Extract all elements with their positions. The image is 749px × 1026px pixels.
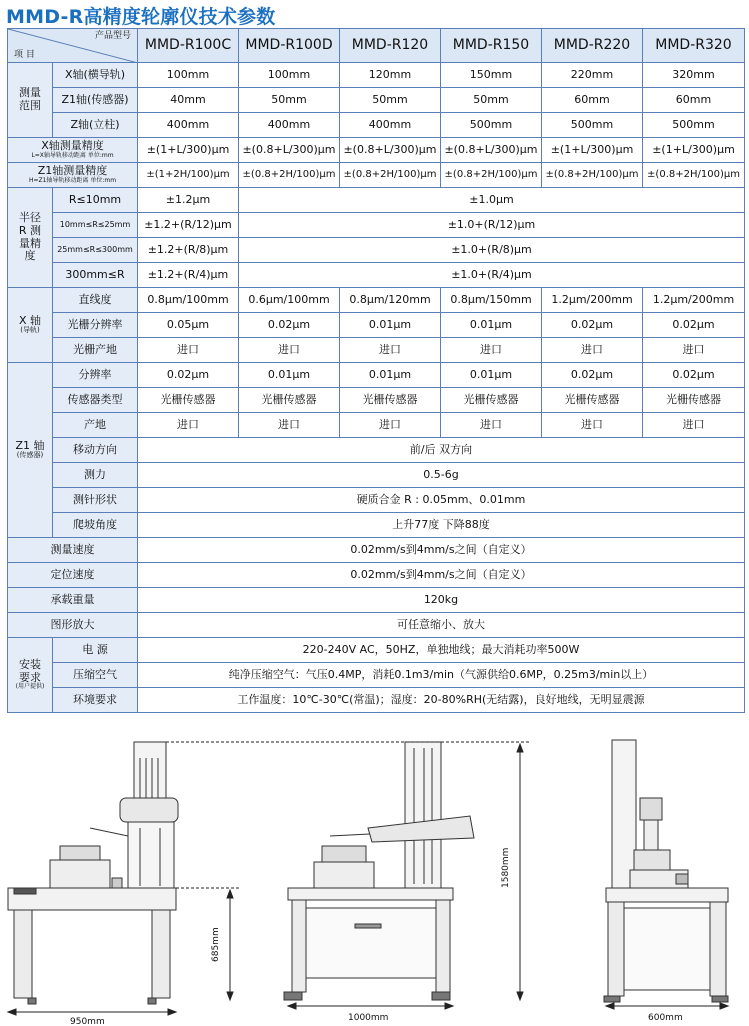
z1axis-note: (传感器) [16, 451, 44, 460]
cell: 500mm [441, 113, 542, 138]
cell: ±(0.8+L/300)μm [340, 138, 441, 163]
row-label: 分辨率 [53, 363, 138, 388]
row-label: 25mm≤R≤300mm [53, 238, 138, 263]
table-row [8, 638, 745, 663]
cell: ±(0.8+2H/100)μm [340, 163, 441, 188]
cell: 400mm [138, 113, 239, 138]
cell: 500mm [643, 113, 745, 138]
row-label: 压缩空气 [53, 663, 138, 688]
page-title: MMD-R高精度轮廓仪技术参数 [6, 6, 276, 28]
cell: 进口 [340, 338, 441, 363]
cell: 光栅传感器 [542, 388, 643, 413]
xaxis-note: (导轨) [20, 326, 40, 335]
cell: 硬质合金 R : 0.05mm、0.01mm [138, 488, 745, 513]
row-label: 环境要求 [53, 688, 138, 713]
cell: 100mm [138, 63, 239, 88]
table-row [8, 338, 745, 363]
cell: ±1.0+(R/8)μm [239, 238, 745, 263]
cell: ±1.0+(R/4)μm [239, 263, 745, 288]
side-view-drawing [604, 740, 728, 1002]
cell: 220mm [542, 63, 643, 88]
cell: ±(0.8+2H/100)μm [643, 163, 745, 188]
cell: 60mm [542, 88, 643, 113]
model-header: MMD-R100D [239, 29, 340, 63]
cell: 0.8μm/150mm [441, 288, 542, 313]
cell: 进口 [138, 413, 239, 438]
row-label: 定位速度 [8, 563, 138, 588]
xacc-label [8, 138, 138, 163]
cell: 120mm [340, 63, 441, 88]
cell: 100mm [239, 63, 340, 88]
cell: 可任意缩小、放大 [138, 613, 745, 638]
cell: 光栅传感器 [441, 388, 542, 413]
cell: ±(0.8+L/300)μm [239, 138, 340, 163]
table-row [8, 663, 745, 688]
cell: 进口 [542, 338, 643, 363]
model-header: MMD-R220 [542, 29, 643, 63]
cell: ±1.2+(R/4)μm [138, 263, 239, 288]
table-row [8, 438, 745, 463]
table-row [8, 413, 745, 438]
cell: ±1.2+(R/12)μm [138, 213, 239, 238]
item-label: 项 目 [14, 49, 35, 60]
row-label: Z轴(立柱) [53, 113, 138, 138]
table-row [8, 113, 745, 138]
dim-total-height: 1580mm [501, 847, 511, 888]
table-row [8, 188, 745, 213]
cell: 0.8μm/100mm [138, 288, 239, 313]
install-note: (用户提供) [15, 683, 45, 691]
cell: 光栅传感器 [138, 388, 239, 413]
cell: 0.01μm [441, 363, 542, 388]
cell: 400mm [340, 113, 441, 138]
row-label: 测针形状 [53, 488, 138, 513]
cell: ±1.2+(R/8)μm [138, 238, 239, 263]
dim-front-width: 950mm [70, 1017, 105, 1026]
cell: ±(1+2H/100)μm [138, 163, 239, 188]
row-label: 光栅分辨率 [53, 313, 138, 338]
cell: ±(0.8+2H/100)μm [239, 163, 340, 188]
z1acc-label [8, 163, 138, 188]
row-label: Z1轴(传感器) [53, 88, 138, 113]
cell: ±1.0μm [239, 188, 745, 213]
table-row [8, 388, 745, 413]
model-header: MMD-R320 [643, 29, 745, 63]
z1axis-title: Z1 轴 [15, 438, 45, 452]
dim-side-width: 1000mm [348, 1013, 389, 1023]
row-label: X轴(横导轨) [53, 63, 138, 88]
cell: 进口 [340, 413, 441, 438]
cell: 150mm [441, 63, 542, 88]
xaxis-title: X 轴 [18, 313, 42, 327]
cell: 上升77度 下降88度 [138, 513, 745, 538]
cell: 进口 [441, 413, 542, 438]
cell: 0.8μm/120mm [340, 288, 441, 313]
row-label: 300mm≤R [53, 263, 138, 288]
xacc-title: X轴测量精度 [41, 139, 104, 153]
table-row [8, 313, 745, 338]
model-header: MMD-R100C [138, 29, 239, 63]
table-row [8, 613, 745, 638]
row-label: 电 源 [53, 638, 138, 663]
group-range: 测量范围 [8, 63, 53, 138]
row-label: 光栅产地 [53, 338, 138, 363]
cell: 1.2μm/200mm [643, 288, 745, 313]
cell: 进口 [239, 413, 340, 438]
row-label: 测量速度 [8, 538, 138, 563]
row-label: 图形放大 [8, 613, 138, 638]
cell: 0.02μm [542, 313, 643, 338]
cell: 光栅传感器 [643, 388, 745, 413]
model-header: MMD-R150 [441, 29, 542, 63]
row-label: 传感器类型 [53, 388, 138, 413]
cell: 0.02μm [239, 313, 340, 338]
header-row [8, 29, 745, 63]
table-row [8, 88, 745, 113]
table-row [8, 363, 745, 388]
group-radius: 半径 R 测量精度 [8, 188, 53, 288]
cell: 光栅传感器 [239, 388, 340, 413]
middle-view-drawing [284, 742, 474, 1000]
cell: ±(1+L/300)μm [542, 138, 643, 163]
cell: 50mm [340, 88, 441, 113]
cell: 光栅传感器 [340, 388, 441, 413]
cell: 前/后 双方向 [138, 438, 745, 463]
row-label: 10mm≤R≤25mm [53, 213, 138, 238]
spec-table [7, 28, 745, 713]
table-row [8, 238, 745, 263]
group-z1axis [8, 363, 53, 538]
table-row [8, 138, 745, 163]
cell: ±(1+L/300)μm [643, 138, 745, 163]
cell: 400mm [239, 113, 340, 138]
row-label: 移动方向 [53, 438, 138, 463]
cell: 50mm [239, 88, 340, 113]
cell: 1.2μm/200mm [542, 288, 643, 313]
model-header: MMD-R120 [340, 29, 441, 63]
table-row [8, 63, 745, 88]
row-label: 承载重量 [8, 588, 138, 613]
cell: 进口 [643, 338, 745, 363]
cell: 进口 [643, 413, 745, 438]
machine-drawings [0, 728, 749, 1026]
cell: ±(1+L/300)μm [138, 138, 239, 163]
cell: 进口 [138, 338, 239, 363]
header-corner [8, 29, 138, 63]
table-row [8, 463, 745, 488]
product-model-label: 产品型号 [94, 31, 131, 41]
cell: 0.5-6g [138, 463, 745, 488]
cell: 0.01μm [340, 363, 441, 388]
cell: 进口 [441, 338, 542, 363]
cell: 120kg [138, 588, 745, 613]
cell: ±1.2μm [138, 188, 239, 213]
row-label: 测力 [53, 463, 138, 488]
dim-depth: 600mm [648, 1013, 683, 1023]
cell: 0.05μm [138, 313, 239, 338]
xacc-note: L=X轴导轨移动距离 单位:mm [31, 152, 114, 160]
cell: ±(0.8+2H/100)μm [542, 163, 643, 188]
cell: 0.02μm [643, 313, 745, 338]
cell: 纯净压缩空气：气压0.4MP，消耗0.1m3/min（气源供给0.6MP，0.25m3/min以上） [138, 663, 745, 688]
table-row [8, 538, 745, 563]
table-row [8, 213, 745, 238]
row-label: 产地 [53, 413, 138, 438]
row-label: 直线度 [53, 288, 138, 313]
cell: 0.02μm [138, 363, 239, 388]
cell: 0.01μm [441, 313, 542, 338]
table-row [8, 513, 745, 538]
cell: 320mm [643, 63, 745, 88]
cell: 进口 [239, 338, 340, 363]
z1acc-title: Z1轴测量精度 [37, 164, 108, 178]
group-xaxis [8, 288, 53, 363]
cell: 0.02mm/s到4mm/s之间（自定义） [138, 538, 745, 563]
group-install [8, 638, 53, 713]
front-view-drawing [8, 742, 178, 1004]
cell: 220-240V AC，50HZ，单独地线；最大消耗功率500W [138, 638, 745, 663]
cell: 0.02μm [542, 363, 643, 388]
cell: 0.01μm [340, 313, 441, 338]
cell: ±(0.8+2H/100)μm [441, 163, 542, 188]
table-row [8, 163, 745, 188]
cell: 0.02mm/s到4mm/s之间（自定义） [138, 563, 745, 588]
cell: 0.6μm/100mm [239, 288, 340, 313]
cell: 60mm [643, 88, 745, 113]
cell: 进口 [542, 413, 643, 438]
z1acc-note: H=Z1轴导轨移动距离 单位:mm [28, 177, 117, 185]
cell: ±(0.8+L/300)μm [441, 138, 542, 163]
table-row [8, 488, 745, 513]
cell: 500mm [542, 113, 643, 138]
table-row [8, 563, 745, 588]
cell: 40mm [138, 88, 239, 113]
table-row [8, 688, 745, 713]
table-row [8, 588, 745, 613]
row-label: R≤10mm [53, 188, 138, 213]
cell: ±1.0+(R/12)μm [239, 213, 745, 238]
cell: 50mm [441, 88, 542, 113]
dim-table-height: 685mm [211, 927, 221, 962]
table-row [8, 263, 745, 288]
row-label: 爬坡角度 [53, 513, 138, 538]
cell: 0.01μm [239, 363, 340, 388]
cell: 0.02μm [643, 363, 745, 388]
table-row [8, 288, 745, 313]
cell: 工作温度：10℃-30℃(常温)；湿度：20-80%RH(无结露)，良好地线，无明显震源 [138, 688, 745, 713]
install-title: 安装要求 [19, 658, 41, 684]
